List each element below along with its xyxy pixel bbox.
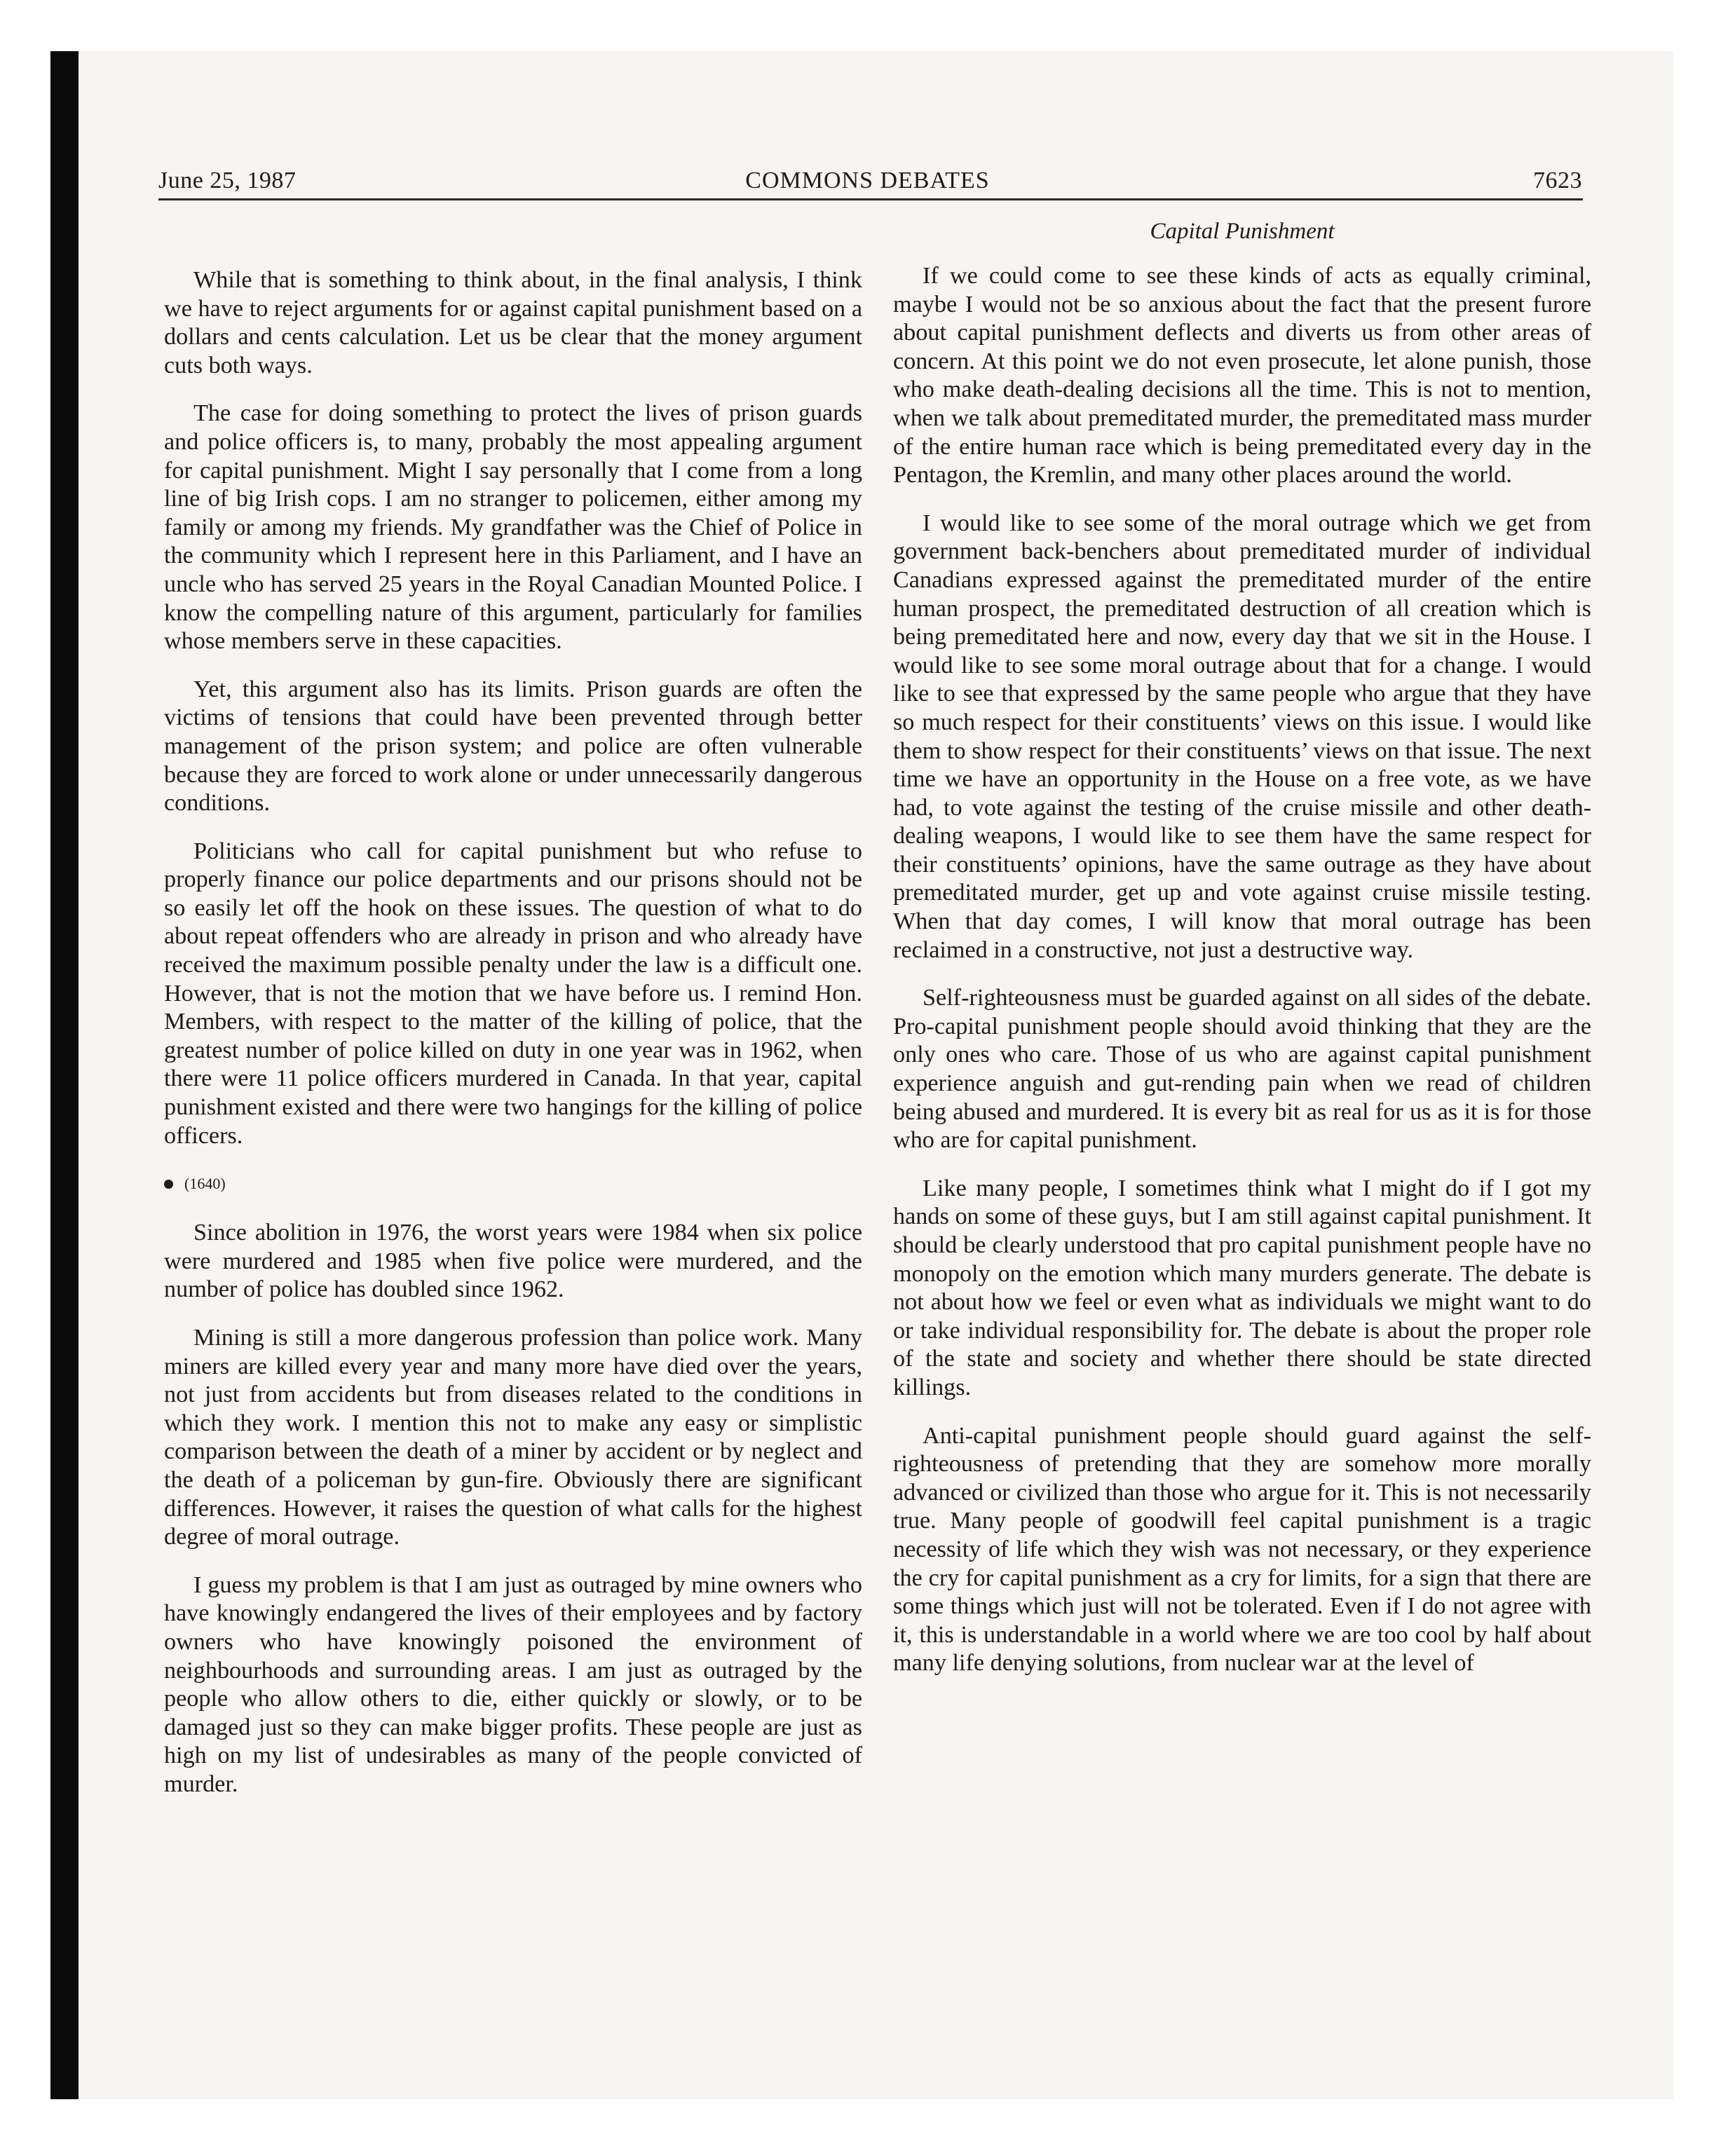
header-page-number: 7623 [1533,168,1582,193]
paragraph: Self-righteousness must be guarded against on all sides of the debate. Pro-capital punishment people should avoid thinking that they are the only ones who care. Those of us who are against capital punishment experience anguish and gut-rending pain when we read of children being abused and murdered. It is every bit as real for us as it is for those who are for capital punishment. [893,985,1591,1154]
time-marker [164,1170,862,1198]
bullet-icon [164,1180,173,1189]
right-column [893,262,1591,1698]
header-publication: COMMONS DEBATES [745,168,990,193]
paragraph: Like many people, I sometimes think what I might do if I got my hands on some of these guys, but I am still against capital punishment. It should be clearly understood that pro capital punishment people have no monopoly on the emotion which many murders generate. The debate is not about how we feel or even what as individuals we might want to do or take individual responsibility for. The debate is about the proper role of the state and society and whether there should be state directed killings. [893,1175,1591,1400]
paragraph: Yet, this argument also has its limits. Prison guards are often the victims of tensions that could have been prevented through better management of the prison system; and police are often vulnerable because they are forced to work alone or under unnecessarily dangerous conditions. [164,676,862,817]
paragraph: Since abolition in 1976, the worst years were 1984 when six police were murdered and 1985 when five police were murdered, and the number of police has doubled since 1962. [164,1220,862,1303]
header-rule [158,198,1583,200]
paragraph: Anti-capital punishment people should guard against the self-righteousness of pretending that they are somehow more morally advanced or civilized than those who argue for it. This is not necessarily true. Many people of goodwill feel capital punishment is a tragic necessity of life which they wish was not necessary, or they experience the cry for capital punishment as a cry for limits, for a sign that there are some things which just will not be tolerated. Even if I do not agree with it, this is understandable in a world where we are too cool by half about many life denying solutions, from nuclear war at the level of [893,1422,1591,1677]
scan-edge-bar [50,51,79,2099]
paragraph: I would like to see some of the moral outrage which we get from government back-benchers about premeditated murder of individual Canadians expressed against the premeditated murder of the entire human prospect, the premeditated destruction of all creation which is being premeditated here and now, every day that we sit in the House. I would like to see some moral outrage about that for a change. I would like to see that expressed by the same people who argue that they have so much respect for their constituents’ views on this issue. I would like them to show respect for their constituents’ views on that issue. The next time we have an opportunity in the House on a free vote, as we have had, to vote against the testing of the cruise missile and other death-dealing weapons, I would like to see them have the same respect for their constituents’ opinions, have the same outrage as they have about premeditated murder, get up and vote against cruise missile testing. When that day comes, I will know that moral outrage has been reclaimed in a constructive, not just a destructive way. [893,510,1591,963]
header-date: June 25, 1987 [158,168,297,193]
time-marker-label: (1640) [184,1175,226,1193]
paragraph: Mining is still a more dangerous profession than police work. Many miners are killed every year and many more have died over the years, not just from accidents but from diseases related to the conditions in which they work. I mention this not to make any easy or simplistic comparison between the death of a miner by accident or by neglect and the death of a policeman by gun-fire. Obviously there are significant differences. However, it raises the question of what calls for the highest degree of moral outrage. [164,1325,862,1550]
paragraph: While that is something to think about, in the final analysis, I think we have to reject arguments for or against capital punishment based on a dollars and cents calculation. Let us be clear that the money argument cuts both ways. [164,267,862,378]
paragraph: I guess my problem is that I am just as outraged by mine owners who have knowingly endangered the lives of their employees and by factory owners who have knowingly poisoned the environment of neighbourhoods and surrounding areas. I am just as outraged by the people who allow others to die, either quickly or slowly, or to be damaged just so they can make bigger profits. These people are just as high on my list of undesirables as many of the people convicted of murder. [164,1571,862,1797]
subject-heading: Capital Punishment [1150,219,1335,244]
paragraph: The case for doing something to protect the lives of prison guards and police officers is, to many, probably the most appealing argument for capital punishment. Might I say personally that I come from a long line of big Irish cops. I am no stranger to policemen, either among my family or among my friends. My grandfather was the Chief of Police in the community which I represent here in this Parliament, and I have an uncle who has served 25 years in the Royal Canadian Mounted Police. I know the compelling nature of this argument, particularly for families whose members serve in these capacities. [164,400,862,655]
paragraph: Politicians who call for capital punishment but who refuse to properly finance our police departments and our prisons should not be so easily let off the hook on these issues. The question of what to do about repeat offenders who are already in prison and who already have received the maximum possible penalty under the law is a difficult one. However, that is not the motion that we have before us. I remind Hon. Members, with respect to the matter of the killing of police, that the greatest number of police killed on duty in one year was in 1962, when there were 11 police officers murdered in Canada. In that year, capital punishment existed and there were two hangings for the killing of police officers. [164,838,862,1149]
paragraph: If we could come to see these kinds of acts as equally criminal, maybe I would not be so anxious about the fact that the present furore about capital punishment deflects and diverts us from other areas of concern. At this point we do not even prosecute, let alone punish, those who make death-dealing decisions all the time. This is not to mention, when we talk about premeditated murder, the premeditated mass murder of the entire human race which is being premeditated every day in the Pentagon, the Kremlin, and many other places around the world. [893,263,1591,489]
left-column [164,266,862,1819]
